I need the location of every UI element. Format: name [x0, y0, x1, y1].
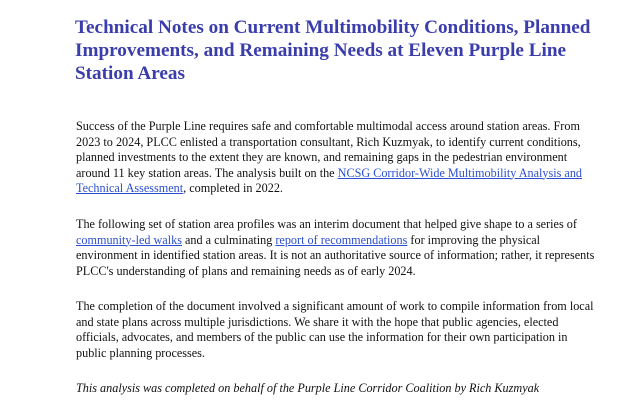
- profiles-paragraph-text-end: for improving the physical environment in identified station areas. It is not an authoritative source of information; rather, it represents PLCC's understanding of plans and remaining needs as of early 2024.: [76, 232, 595, 278]
- community-led-walks-link[interactable]: community-led walks: [76, 232, 182, 247]
- profiles-paragraph-text-middle: and a culminating: [181, 232, 276, 247]
- intro-paragraph-text-start: Success of the Purple Line requires safe and comfortable multimodal access around station areas. From 2023 to 2024, PLCC enlisted a transportation consultant, Rich Kuzmyak, to identify current conditions, planned investments to the extent they are known, and remaining gaps in the pedestrian environment around 11 key station areas. The analysis built on the: [76, 119, 581, 180]
- profiles-paragraph-text-start: The following set of station area profiles was an interim document that helped give shape to a series of: [76, 217, 577, 231]
- ncsg-assessment-link[interactable]: NCSG Corridor-Wide Multimobility Analysis and Technical Assessment: [76, 165, 583, 195]
- intro-paragraph: [76, 119, 598, 197]
- attribution-paragraph: This analysis was completed on behalf of the Purple Line Corridor Coalition by Rich Kuzmyak: [76, 381, 540, 395]
- report-of-recommendations-link[interactable]: report of recommendations: [275, 232, 408, 247]
- completion-paragraph: The completion of the document involved a significant amount of work to compile information from local and state plans across multiple jurisdictions. We share it with the hope that public agencies, elected officials, advocates, and members of the public can use the information for their own participation in public planning processes.: [76, 299, 594, 360]
- document-title: Technical Notes on Current Multimobility Conditions, Planned Improvements, and Remaining Needs at Eleven Purple Line Station Areas: [75, 17, 591, 84]
- intro-paragraph-text-end: , completed in 2022.: [183, 181, 283, 195]
- profiles-paragraph: [76, 217, 598, 279]
